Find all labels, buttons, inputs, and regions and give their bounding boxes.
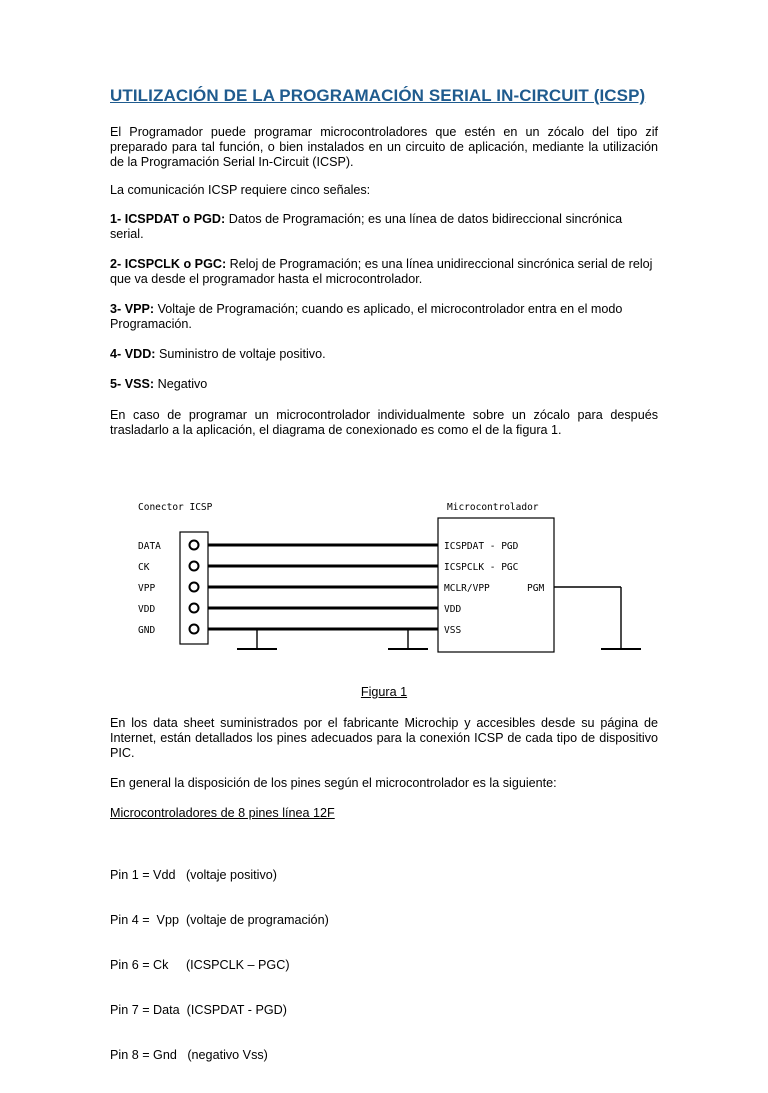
signal-text: Negativo — [154, 377, 208, 391]
connector-pin-circle — [190, 562, 199, 571]
section-heading: Microcontroladores de 8 pines línea 12F — [110, 806, 335, 820]
connector-pin-label: GND — [138, 625, 156, 636]
document-title: UTILIZACIÓN DE LA PROGRAMACIÓN SERIAL IN-CIRCUIT (ICSP) — [110, 86, 646, 105]
mcu-pin-label: ICSPDAT - PGD — [444, 541, 519, 552]
connector-pin-label: VPP — [138, 583, 156, 594]
connector-pin-circle — [190, 583, 199, 592]
connector-pin-label: VDD — [138, 604, 156, 615]
signal-item-2 — [110, 257, 658, 287]
signal-item-1 — [110, 212, 658, 242]
signal-item-5 — [110, 377, 658, 392]
figure-caption: Figura 1 — [360, 685, 408, 699]
pin-item: Pin 8 = Gnd (negativo Vss) — [110, 1048, 268, 1062]
pin-list — [110, 838, 329, 1093]
signal-label: 5- VSS: — [110, 377, 155, 391]
signal-text: Datos de Programación; es una línea de datos bidireccional sincrónica serial. — [110, 212, 623, 241]
datasheet-paragraph: En los data sheet suministrados por el fabricante Microchip y accesibles desde su página de Internet, están detallados los pines adecuados para la conexión ICSP de cada tipo de dispositivo PIC. — [110, 716, 658, 760]
connector-label: Conector ICSP — [138, 502, 213, 513]
mcu-pin-label: MCLR/VPP — [444, 583, 490, 594]
connector-pin-circle — [190, 541, 199, 550]
signal-label: 3- VPP: — [110, 302, 155, 316]
pin-item: Pin 7 = Data (ICSPDAT - PGD) — [110, 1003, 287, 1017]
icsp-connection-diagram — [0, 490, 768, 670]
connector-pin-label: DATA — [138, 541, 161, 552]
signal-item-3 — [110, 302, 658, 332]
signals-intro: La comunicación ICSP requiere cinco señales: — [110, 183, 371, 197]
signal-label: 1- ICSPDAT o PGD: — [110, 212, 226, 226]
figure-intro-paragraph: En caso de programar un microcontrolador individualmente sobre un zócalo para después trasladarlo a la aplicación, el diagrama de conexionado es como el de la figura 1. — [110, 408, 658, 437]
pin-item: Pin 4 = Vpp (voltaje de programación) — [110, 913, 329, 927]
mcu-pin-label: VDD — [444, 604, 462, 615]
mcu-pin-label: ICSPCLK - PGC — [444, 562, 519, 573]
mcu-pin-label: VSS — [444, 625, 462, 636]
pin-item: Pin 6 = Ck (ICSPCLK – PGC) — [110, 958, 290, 972]
signal-text: Voltaje de Programación; cuando es aplicado, el microcontrolador entra en el modo Programación. — [110, 302, 623, 331]
connector-pin-label: CK — [138, 562, 150, 573]
pin-item: Pin 1 = Vdd (voltaje positivo) — [110, 868, 277, 882]
pgm-label: PGM — [527, 583, 545, 594]
signal-text: Suministro de voltaje positivo. — [155, 347, 326, 361]
general-paragraph: En general la disposición de los pines según el microcontrolador es la siguiente: — [110, 776, 557, 790]
signal-label: 2- ICSPCLK o PGC: — [110, 257, 227, 271]
mcu-label: Microcontrolador — [447, 502, 539, 513]
connector-pin-circle — [190, 625, 199, 634]
signal-label: 4- VDD: — [110, 347, 156, 361]
connector-pin-circle — [190, 604, 199, 613]
signal-item-4 — [110, 347, 658, 362]
intro-paragraph: El Programador puede programar microcontroladores que estén en un zócalo del tipo zif preparado para tal función, o bien instalados en un circuito de aplicación, mediante la utilización de la Programación Serial In-Circuit (ICSP). — [110, 125, 658, 169]
signal-text: Reloj de Programación; es una línea unidireccional sincrónica serial de reloj que va desde el programador hasta el microcontrolador. — [110, 257, 653, 286]
